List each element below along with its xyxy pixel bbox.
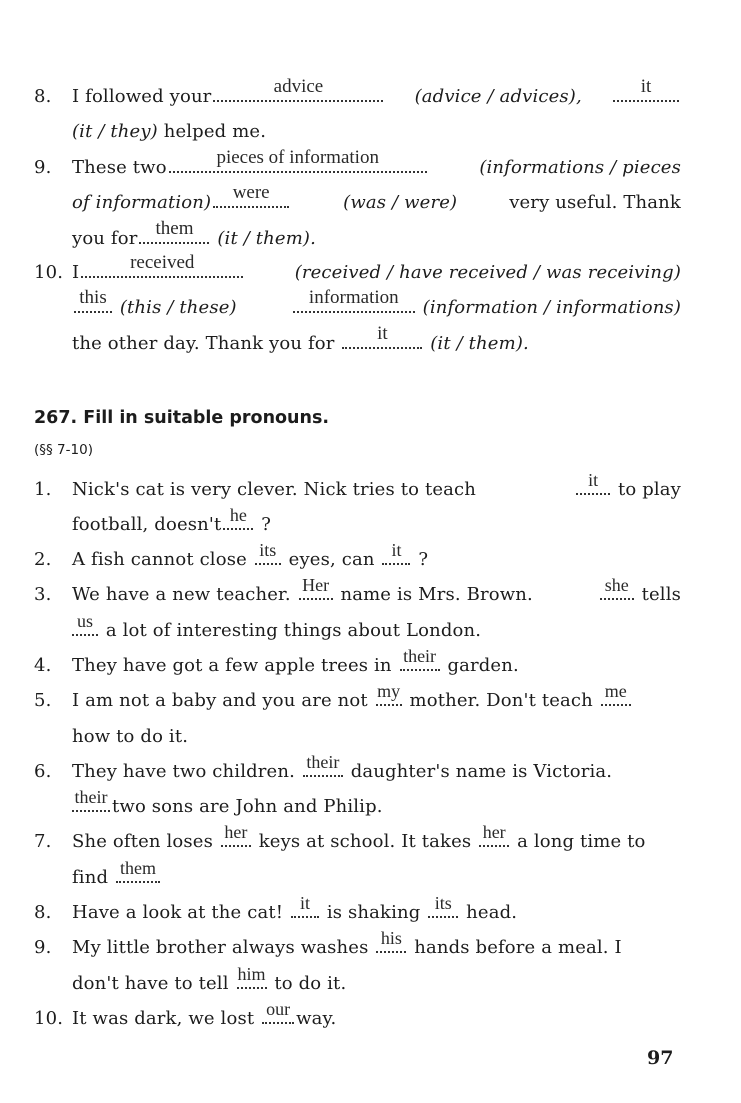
item-text: garden.	[447, 655, 519, 676]
answer-blank[interactable]	[221, 822, 251, 847]
item-text: daughter's name is Victoria.	[350, 761, 613, 782]
handwritten-answer: their	[306, 752, 340, 772]
ex266-item-9-line3	[72, 218, 681, 249]
ex266-item-10-line2	[72, 287, 681, 318]
answer-blank[interactable]	[255, 540, 281, 565]
item-text: find	[72, 867, 109, 888]
answer-blank[interactable]	[376, 928, 406, 953]
ex266-item-9-line2	[72, 182, 681, 213]
item-text: name is Mrs. Brown.	[340, 584, 533, 605]
ex266-item-10-line1	[34, 252, 681, 283]
ex266-item-8-line1	[34, 76, 681, 107]
answer-blank[interactable]	[81, 252, 243, 278]
answer-blank[interactable]	[116, 858, 160, 883]
item-text: tells	[641, 584, 681, 605]
handwritten-answer: our	[266, 999, 291, 1019]
handwritten-answer: it	[377, 323, 388, 344]
answer-blank[interactable]	[139, 218, 209, 244]
ex267-item-3-line1	[34, 575, 681, 605]
item-number: 9.	[34, 937, 52, 958]
handwritten-answer: them	[120, 858, 157, 878]
ex267-item-3-line2	[72, 611, 681, 641]
item-text: eyes, can	[288, 549, 375, 570]
handwritten-answer: it	[391, 540, 402, 560]
answer-blank[interactable]	[213, 182, 289, 208]
item-text: My little brother always washes	[72, 937, 369, 958]
item-options: of information)	[72, 192, 212, 213]
ex267-item-10	[34, 999, 681, 1029]
handwritten-answer: she	[604, 575, 629, 595]
handwritten-answer: us	[76, 611, 93, 631]
ex267-item-9-line2	[72, 964, 681, 994]
handwritten-answer: his	[380, 928, 402, 948]
handwritten-answer: me	[604, 681, 627, 701]
ex267-item-4	[34, 646, 681, 676]
page-number: 97	[647, 1047, 674, 1069]
handwritten-answer: were	[232, 182, 270, 203]
handwritten-answer: he	[229, 505, 247, 525]
ex267-item-2	[34, 540, 681, 570]
handwritten-answer: advice	[273, 76, 324, 97]
answer-blank[interactable]	[299, 575, 333, 600]
item-text: hands before a meal. I	[414, 937, 622, 958]
item-options: (it / they)	[72, 121, 158, 142]
handwritten-answer: this	[79, 287, 107, 308]
ex267-item-8	[34, 893, 681, 923]
answer-blank[interactable]	[72, 611, 98, 636]
handwritten-answer: their	[74, 787, 108, 807]
item-text: I followed your	[72, 86, 212, 107]
handwritten-answer: her	[482, 822, 506, 842]
item-text: the other day. Thank you for	[72, 333, 335, 354]
handwritten-answer: them	[155, 218, 194, 239]
item-number: 9.	[34, 157, 52, 178]
item-text: These two	[72, 157, 167, 178]
ex267-item-7-line2	[72, 858, 681, 888]
handwritten-answer: received	[130, 252, 195, 273]
answer-blank[interactable]	[262, 999, 294, 1024]
item-number: 7.	[34, 831, 52, 852]
ex267-item-5-line2	[72, 726, 681, 747]
answer-blank[interactable]	[576, 470, 610, 495]
answer-blank[interactable]	[237, 964, 267, 989]
item-text: helped me.	[163, 121, 267, 142]
item-options: (this / these)	[119, 297, 237, 318]
handwritten-answer: Her	[302, 575, 330, 595]
item-number: 4.	[34, 655, 52, 676]
answer-blank[interactable]	[72, 787, 110, 812]
item-number: 10.	[34, 262, 64, 283]
answer-blank[interactable]	[428, 893, 458, 918]
item-number: 8.	[34, 86, 52, 107]
handwritten-answer: him	[237, 964, 266, 984]
item-text: ?	[261, 514, 272, 535]
item-number: 6.	[34, 761, 52, 782]
item-options: (advice / advices),	[414, 86, 582, 107]
item-text: She often loses	[72, 831, 213, 852]
item-number: 3.	[34, 584, 52, 605]
answer-blank[interactable]	[303, 752, 343, 777]
exercise-reference: (§§ 7-10)	[34, 442, 93, 458]
item-text: how to do it.	[72, 726, 189, 747]
answer-blank[interactable]	[600, 575, 634, 600]
item-text: They have got a few apple trees in	[72, 655, 392, 676]
answer-blank[interactable]	[613, 76, 679, 102]
item-number: 5.	[34, 690, 52, 711]
handwritten-answer: it	[640, 76, 652, 97]
answer-blank[interactable]	[293, 287, 415, 313]
item-text: to play	[617, 479, 681, 500]
handwritten-answer: her	[224, 822, 248, 842]
item-text: A fish cannot close	[72, 549, 247, 570]
answer-blank[interactable]	[342, 323, 422, 349]
item-options: (informations / pieces	[479, 157, 681, 178]
item-text: Nick's cat is very clever. Nick tries to teach	[72, 479, 476, 500]
item-text: way.	[296, 1008, 337, 1029]
item-number: 1.	[34, 479, 52, 500]
answer-blank[interactable]	[169, 147, 427, 173]
item-text: don't have to tell	[72, 973, 229, 994]
item-options: (was / were)	[343, 192, 458, 213]
answer-blank[interactable]	[400, 646, 440, 671]
answer-blank[interactable]	[376, 681, 402, 706]
ex267-item-6-line1	[34, 752, 681, 782]
handwritten-answer: it	[588, 470, 599, 490]
item-text: I am not a baby and you are not	[72, 690, 368, 711]
item-number: 10.	[34, 1008, 64, 1029]
item-text: head.	[466, 902, 518, 923]
item-text: two sons are John and Philip.	[112, 796, 383, 817]
item-text: football, doesn't	[72, 514, 222, 535]
item-text: very useful. Thank	[509, 192, 681, 213]
ex267-item-5-line1	[34, 681, 681, 711]
ex266-item-10-line3	[72, 323, 681, 354]
ex266-item-9-line1	[34, 147, 681, 178]
item-text: you for	[72, 228, 138, 249]
ex267-item-7-line1	[34, 822, 681, 852]
item-text: ?	[418, 549, 429, 570]
ex267-item-6-line2	[72, 787, 681, 817]
item-text: I	[72, 262, 80, 283]
answer-blank[interactable]	[479, 822, 509, 847]
item-options: (received / have received / was receiving)	[294, 262, 681, 283]
answer-blank[interactable]	[382, 540, 410, 565]
answer-blank[interactable]	[223, 505, 253, 530]
item-text: a lot of interesting things about London.	[105, 620, 482, 641]
handwritten-answer: it	[299, 893, 310, 913]
item-text: mother. Don't teach	[409, 690, 593, 711]
ex267-item-9-line1	[34, 928, 681, 958]
ex267-item-1-line2	[72, 505, 681, 535]
item-text: They have two children.	[72, 761, 295, 782]
handwritten-answer: information	[308, 287, 399, 308]
answer-blank[interactable]	[213, 76, 383, 102]
item-text: keys at school. It takes	[258, 831, 472, 852]
item-number: 2.	[34, 549, 52, 570]
answer-blank[interactable]	[601, 681, 631, 706]
ex266-item-8-line2	[72, 121, 681, 142]
item-text: Have a look at the cat!	[72, 902, 284, 923]
handwritten-answer: its	[434, 893, 452, 913]
item-text: It was dark, we lost	[72, 1008, 255, 1029]
item-text: a long time to	[517, 831, 646, 852]
item-text: to do it.	[274, 973, 347, 994]
handwritten-answer: my	[377, 681, 401, 701]
exercise-title: 267. Fill in suitable pronouns.	[34, 408, 330, 428]
handwritten-answer: pieces of information	[216, 147, 379, 168]
ex267-item-1-line1	[34, 470, 681, 500]
item-number: 8.	[34, 902, 52, 923]
item-options: (information / informations)	[422, 297, 681, 318]
answer-blank[interactable]	[291, 893, 319, 918]
item-options: (it / them).	[430, 333, 529, 354]
item-text: We have a new teacher.	[72, 584, 291, 605]
item-text: is shaking	[326, 902, 421, 923]
answer-blank[interactable]	[74, 287, 112, 313]
handwritten-answer: their	[403, 646, 437, 666]
handwritten-answer: its	[259, 540, 277, 560]
item-options: (it / them).	[217, 228, 316, 249]
